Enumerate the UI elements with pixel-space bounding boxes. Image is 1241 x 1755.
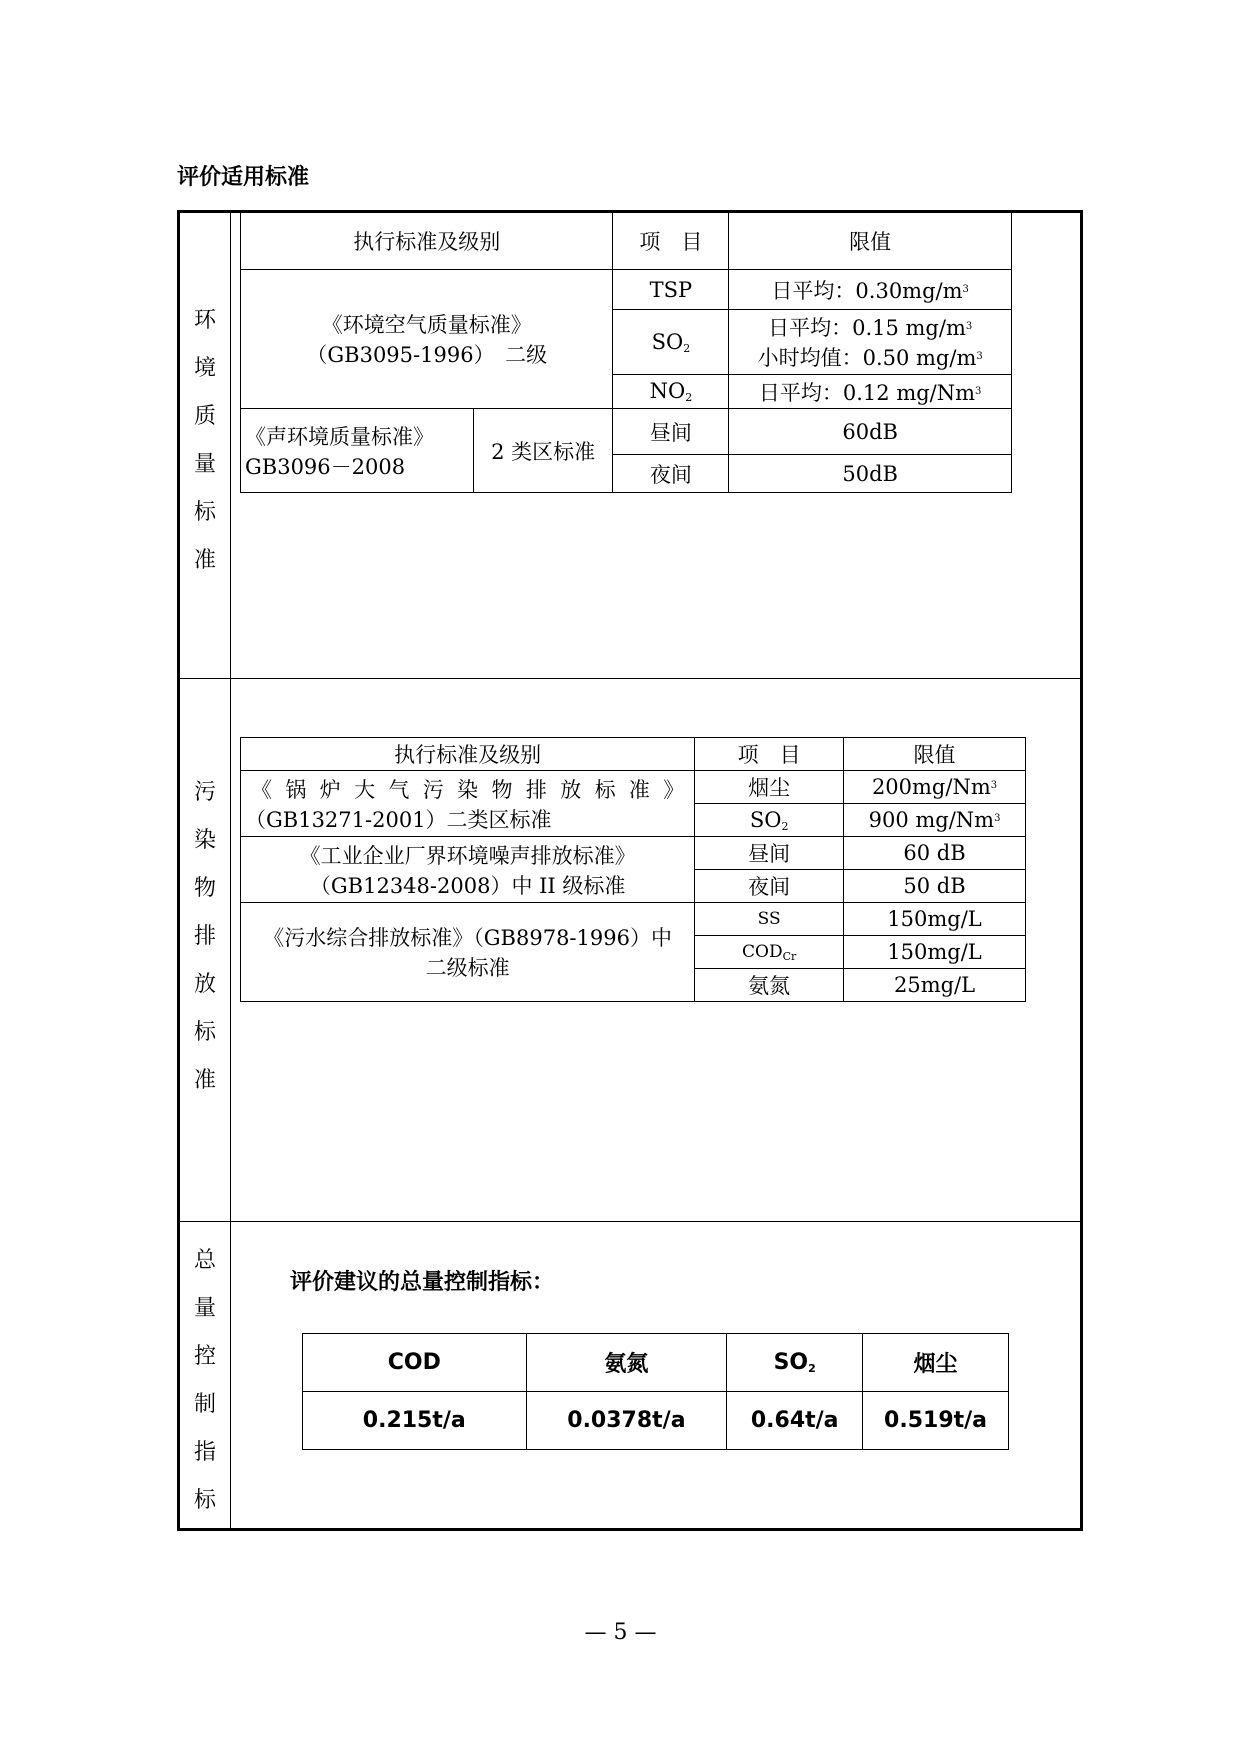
header-item: 项 目 xyxy=(613,213,729,270)
section-divider-1 xyxy=(180,678,1080,679)
night-item: 夜间 xyxy=(613,455,729,493)
dust-limit: 200mg/Nm$^3$ xyxy=(844,771,1026,804)
air-std-cell: 《环境空气质量标准》 （GB3095-1996） 二级 xyxy=(241,270,613,409)
so2-item: $SO_2$ xyxy=(695,804,844,837)
page-number: — 5 — xyxy=(584,1620,657,1645)
value-so2: 0.64t/a xyxy=(727,1392,863,1450)
header-cod: COD xyxy=(303,1334,527,1392)
cod-item: $COD_{Cr}$ xyxy=(695,936,844,969)
water-std-cell: 《污水综合排放标准》（GB8978-1996）中 二级标准 xyxy=(241,903,695,1002)
table-row xyxy=(241,409,1012,455)
page-title: 评价适用标准 xyxy=(177,165,310,190)
day-limit: 60 dB xyxy=(844,837,1026,870)
no2-limit: 日平均：0.12 mg/Nm$^3$ xyxy=(729,375,1012,409)
nh3-item: 氨氮 xyxy=(695,969,844,1002)
header-std: 执行标准及级别 xyxy=(241,213,613,270)
ss-limit: 150mg/L xyxy=(844,903,1026,936)
day-item: 昼间 xyxy=(613,409,729,455)
so2-limit: 900 mg/Nm$^3$ xyxy=(844,804,1026,837)
no2-item: $NO_2$ xyxy=(613,375,729,409)
boiler-std-cell: 《锅炉大气污染物排放标准》 （GB13271-2001）二类区标准 xyxy=(241,771,695,837)
so2-limit: 日平均：0.15 $mg/m^3$ 小时均值：0.50 $mg/m^3$ xyxy=(729,310,1012,375)
pollutant-discharge-table xyxy=(240,737,1026,1002)
total-section-label: 总 量 控 制 指 标 xyxy=(193,1248,216,1513)
table-row xyxy=(303,1392,1009,1450)
table-row xyxy=(241,771,1026,804)
label-column-divider xyxy=(230,213,231,1528)
so2-item: $SO_2$ xyxy=(613,310,729,375)
header-dust: 烟尘 xyxy=(863,1334,1009,1392)
noise-std-cell: 《声环境质量标准》 GB3096－2008 xyxy=(241,409,474,493)
noise-std-cell: 《工业企业厂界环境噪声排放标准》 （GB12348-2008）中 II 级标准 xyxy=(241,837,695,903)
table-row xyxy=(241,213,1012,270)
night-limit: 50dB xyxy=(729,455,1012,493)
env-quality-table xyxy=(240,212,1012,493)
value-dust: 0.519t/a xyxy=(863,1392,1009,1450)
value-cod: 0.215t/a xyxy=(303,1392,527,1450)
table-row xyxy=(241,903,1026,936)
header-so2: $SO_2$ xyxy=(727,1334,863,1392)
header-std: 执行标准及级别 xyxy=(241,738,695,771)
header-item: 项 目 xyxy=(695,738,844,771)
tsp-limit: 日平均：$0.30mg/m^3$ xyxy=(729,270,1012,310)
table-row xyxy=(303,1334,1009,1392)
nh3-limit: 25mg/L xyxy=(844,969,1026,1002)
dust-item: 烟尘 xyxy=(695,771,844,804)
cod-limit: 150mg/L xyxy=(844,936,1026,969)
env-section-label: 环 境 质 量 标 准 xyxy=(193,308,216,573)
header-limit: 限值 xyxy=(729,213,1012,270)
total-control-table xyxy=(302,1333,1009,1450)
day-limit: 60dB xyxy=(729,409,1012,455)
section-divider-2 xyxy=(180,1221,1080,1222)
header-limit: 限值 xyxy=(844,738,1026,771)
day-item: 昼间 xyxy=(695,837,844,870)
night-item: 夜间 xyxy=(695,870,844,903)
night-limit: 50 dB xyxy=(844,870,1026,903)
table-row xyxy=(241,738,1026,771)
pollutant-section-label: 污 染 物 排 放 标 准 xyxy=(193,780,216,1093)
table-row xyxy=(241,270,1012,310)
total-control-heading: 评价建议的总量控制指标： xyxy=(290,1270,555,1295)
value-nh3: 0.0378t/a xyxy=(526,1392,727,1450)
table-row xyxy=(241,837,1026,870)
ss-item: SS xyxy=(695,903,844,936)
header-nh3: 氨氮 xyxy=(526,1334,727,1392)
tsp-item: TSP xyxy=(613,270,729,310)
noise-class: 2 类区标准 xyxy=(473,409,613,493)
